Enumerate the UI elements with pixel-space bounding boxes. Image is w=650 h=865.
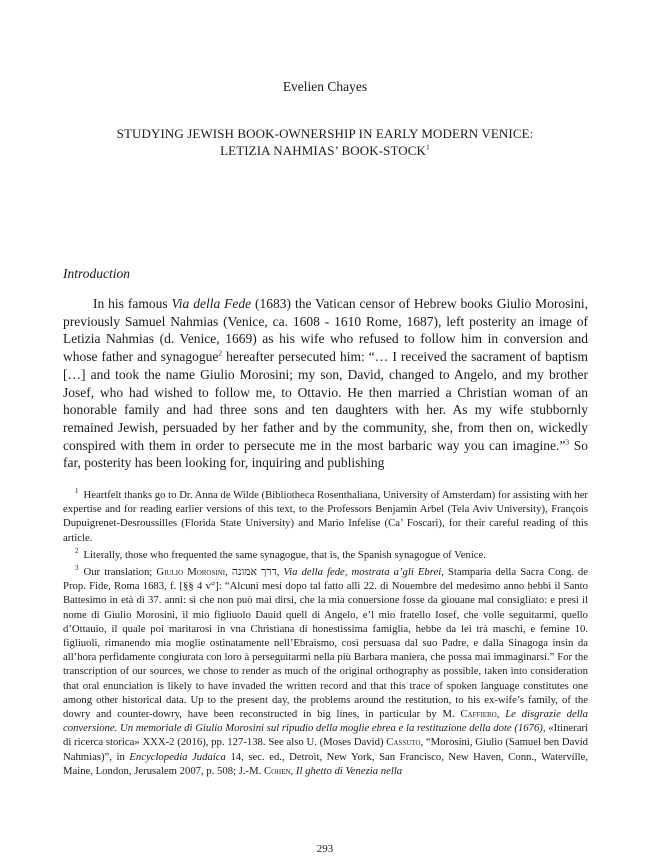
title-line-2-text: LETIZIA NAHMIAS’ BOOK-STOCK xyxy=(220,143,427,158)
body-text-run: hereafter persecuted him: “… I received the sacrament of baptism […] and took the name Giulio Morosini; my son, David, changed to Angelo, and my brother Josef, who had wished to follow me, to Ottavio. He then married a Christian woman of an honorable family and had three sons and ten daughters with her. As my wife stubbornly remained Jewish, persuaded by her father and by the community, she, from then on, wickedly conspired with them in order to persecute me in the most barbaric way you can imagine.” xyxy=(63,349,588,453)
footnotes xyxy=(63,488,588,781)
footnote-text: , xyxy=(276,566,284,579)
article-title-italic: Le disgrazie della conversione. Un memoriale di Giulio Morosini sul ripudio della moglie ebrea e la restituzione della dote (1676) xyxy=(63,708,588,735)
footnote-marker: 2 xyxy=(75,547,79,556)
section-heading: Introduction xyxy=(63,266,130,281)
footnote-ref-3[interactable]: 3 xyxy=(565,437,570,447)
footnote-1 xyxy=(63,488,588,545)
footnote-text: , “Morosini, Giulio (Samuel ben David Nahmias)”, in xyxy=(63,736,589,763)
footnote-marker: 3 xyxy=(75,564,79,573)
body-paragraph xyxy=(63,295,588,472)
footnote-text: Heartfelt thanks go to Dr. Anna de Wilde (Bibliotheca Rosenthaliana, University of Amsterdam) for assisting with her expertise and for reading earlier versions of this text, to the Professors Benjamin Arbel (Tela Aviv University), François Dupuigrenet-Desroussilles (Florida State University) and Mario Infelise (Ca’ Foscari), for their careful reading of this article. xyxy=(63,489,588,544)
footnote-2 xyxy=(63,548,588,562)
title-line-2 xyxy=(0,142,650,159)
footnote-text: Our translation; xyxy=(83,566,157,579)
footnote-3 xyxy=(63,565,588,778)
footnote-text: , xyxy=(496,708,506,721)
author-name-smallcaps: Giulio Morosini xyxy=(156,566,226,579)
body-text-run: In his famous xyxy=(93,296,172,311)
author-name-smallcaps: Cassuto xyxy=(386,736,421,749)
book-title: Via della fede, mostrata a’gli Ebrei xyxy=(283,566,442,579)
footnote-text: , xyxy=(225,566,232,579)
footnote-text: , «Itinerari di ricerca storica» XXX-2 (2016), pp. 127-138. See also U. (Moses David) xyxy=(63,722,588,749)
article-title xyxy=(0,125,650,159)
footnote-text: 14, sec. ed., Detroit, New York, San Francisco, New Haven, Conn., Waterville, Maine, London, Jerusalem 2007, p. 508; J.-M. xyxy=(63,750,589,777)
title-footnote-ref[interactable]: 1 xyxy=(426,142,430,152)
body-text xyxy=(63,295,588,472)
book-title: Encyclopedia Judaica xyxy=(129,750,226,763)
footnote-ref-2[interactable]: 2 xyxy=(218,348,223,358)
author-name-smallcaps: Caffiero xyxy=(460,708,497,721)
body-text-run: (1683) the Vatican censor of Hebrew books Giulio Morosini, previously Samuel Nahmias (Venice, ca. 1608 - 1610 Rome, 1687), left posterity an image of Letizia Nahmias (d. Venice, 1669) as his wife who refused to follow him in conversion and whose father and synagogue xyxy=(63,296,589,365)
footnote-text: Literally, those who frequented the same synagogue, that is, the Spanish synagogue of Venice. xyxy=(83,548,486,561)
title-line-1: STUDYING JEWISH BOOK-OWNERSHIP IN EARLY MODERN VENICE: xyxy=(116,126,534,141)
book-title: Via della Fede xyxy=(171,296,252,311)
book-title: Il ghetto di Venezia nella xyxy=(295,764,403,777)
hebrew-title: דרך אמונה xyxy=(231,566,277,579)
page-number: 293 xyxy=(316,843,334,855)
author-name: Evelien Chayes xyxy=(282,79,368,94)
author-name-smallcaps: Cohen xyxy=(263,764,291,777)
body-text-run: So far, posterity has been looking for, inquiring and publishing xyxy=(63,437,588,471)
footnote-marker: 1 xyxy=(75,487,79,496)
footnote-text: , xyxy=(290,764,296,777)
footnote-text: , Stamparia della Sacra Cong. de Prop. Fide, Roma 1683, f. [§§ 4 v°]: “Alcuni mesi dopo tal fatto alli 22. di Nouembre del medesimo anno hebbi il Santo Battesimo in età di 37. anni: sì che non può mai dirsi, che la mia conuersione fosse da giouane mal consigliato: e presi il nome di Giulio Morosini, il mio figliuolo Dauid quell di Angelo, e’l mio fratello Iosef, che volle seguitarmi, quello d’Ottauio, il quale poi maritarosi in vna Christiana di honestissima famiglia, hebbe da lei trà maschi, e femine 10. figliuoli, rimanendo mia moglie ostinatamente nell’Ebraismo, così persuasa dal suo Padre, e dalla Sinagoga insin da all’hora perfidamente congiurata con loro à perseguitarmi nella più Barbara maniera, che possa mai immaginarsi.” For the transcription of our sources, we chose to render as much of the original orthography as possible, taken into consideration that oral enunciation is likely to have invaded the written record and that this trace of spoken language constitutes one among other historical data. Up to the present day, the problems around the restitution, to his ex-wife’s family, of the dowry and counter-dowry, have been reconstructed in big lines, in particular by M. xyxy=(63,566,588,721)
